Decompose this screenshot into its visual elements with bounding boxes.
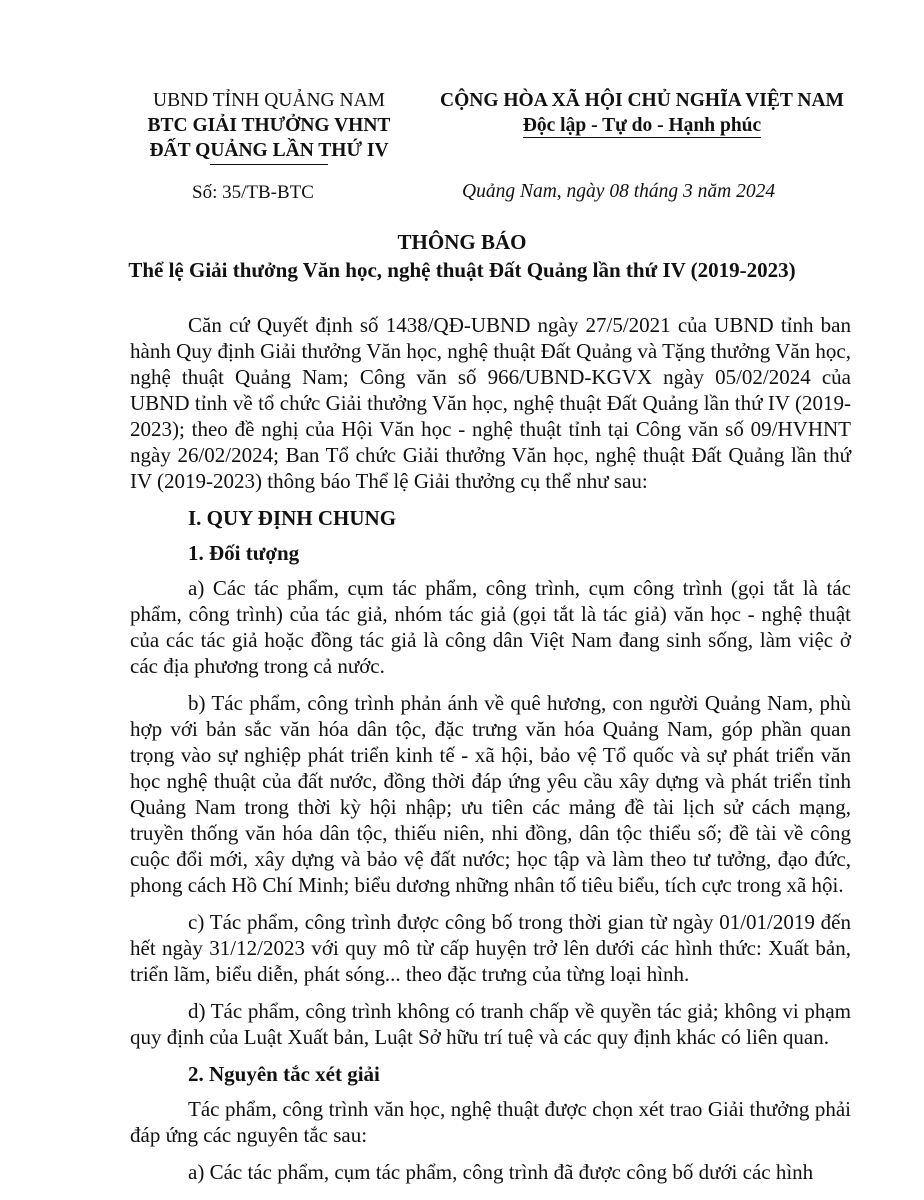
national-motto: Độc lập - Tự do - Hạnh phúc bbox=[522, 115, 762, 136]
org-line-3: ĐẤT QUẢNG LẦN THỨ IV bbox=[149, 140, 389, 161]
intro-paragraph: Căn cứ Quyết định số 1438/QĐ-UBND ngày 27/5/2021 của UBND tỉnh ban hành Quy định Giải thưởng Văn học, nghệ thuật Đất Quảng và Tặng thưởng Văn học, nghệ thuật Quảng Nam; Công văn số 966/UBND-KGVX ngày 05/02/2024 của UBND tỉnh về tổ chức Giải thưởng Văn học, nghệ thuật Đất Quảng lần thứ IV (2019-2023); theo đề nghị của Hội Văn học - nghệ thuật tỉnh tại Công văn số 09/HVHNT ngày 26/02/2024; Ban Tổ chức Giải thưởng Văn học, nghệ thuật Đất Quảng lần thứ IV (2019-2023) thông báo Thể lệ Giải thưởng cụ thể như sau: bbox=[130, 313, 851, 493]
document-title bbox=[0, 228, 924, 284]
place-and-date: Quảng Nam, ngày 08 tháng 3 năm 2024 bbox=[462, 181, 776, 202]
title-main: THÔNG BÁO bbox=[397, 230, 527, 254]
principles-intro: Tác phẩm, công trình văn học, nghệ thuật được chọn xét trao Giải thưởng phải đáp ứng các nguyên tắc sau: bbox=[130, 1097, 851, 1147]
paragraph-b: b) Tác phẩm, công trình phản ánh về quê hương, con người Quảng Nam, phù hợp với bản sắc văn hóa dân tộc, đặc trưng văn hóa Quảng Nam, góp phần quan trọng vào sự nghiệp phát triển kinh tế - xã hội, bảo vệ Tổ quốc và sự phát triển văn học nghệ thuật của đất nước, đồng thời đáp ứng yêu cầu xây dựng và phát triển tỉnh Quảng Nam trong thời kỳ hội nhập; ưu tiên các mảng đề tài lịch sử cách mạng, truyền thống văn hóa dân tộc, thiếu niên, nhi đồng, dân tộc thiểu số; đề tài về công cuộc đổi mới, xây dựng và bảo vệ đất nước; học tập và làm theo tư tưởng, đạo đức, phong cách Hồ Chí Minh; biểu dương những nhân tố tiêu biểu, tích cực trong xã hội. bbox=[130, 691, 851, 897]
subheading-principles: 2. Nguyên tắc xét giải bbox=[188, 1062, 380, 1086]
subheading-subjects: 1. Đối tượng bbox=[188, 541, 300, 565]
national-heading bbox=[412, 88, 872, 138]
title-subtitle: Thể lệ Giải thưởng Văn học, nghệ thuật Đất Quảng lần thứ IV (2019-2023) bbox=[128, 258, 796, 282]
org-line-2: BTC GIẢI THƯỞNG VHNT bbox=[147, 115, 391, 136]
section-heading-general: I. QUY ĐỊNH CHUNG bbox=[188, 506, 397, 530]
org-underline bbox=[210, 164, 328, 165]
paragraph-c: c) Tác phẩm, công trình được công bố trong thời gian từ ngày 01/01/2019 đến hết ngày 31/12/2023 với quy mô từ cấp huyện trở lên dưới các hình thức: Xuất bản, triển lãm, biểu diễn, phát sóng... theo đặc trưng của từng loại hình. bbox=[130, 910, 851, 986]
nation-name: CỘNG HÒA XÃ HỘI CHỦ NGHĨA VIỆT NAM bbox=[440, 90, 844, 111]
document-number: Số: 35/TB-BTC bbox=[192, 182, 314, 203]
org-line-1: UBND TỈNH QUẢNG NAM bbox=[152, 90, 385, 111]
document-body bbox=[130, 312, 851, 1185]
paragraph-d: d) Tác phẩm, công trình không có tranh chấp về quyền tác giả; không vi phạm quy định của Luật Xuất bản, Luật Sở hữu trí tuệ và các quy định khác có liên quan. bbox=[130, 999, 851, 1049]
paragraph-a: a) Các tác phẩm, cụm tác phẩm, công trình, cụm công trình (gọi tắt là tác phẩm, công trình) của tác giả, nhóm tác giả (gọi tắt là tác giả) văn học - nghệ thuật của các tác giả hoặc đồng tác giả là công dân Việt Nam đang sinh sống, làm việc ở các địa phương trong cả nước. bbox=[130, 576, 851, 678]
principles-paragraph-a: a) Các tác phẩm, cụm tác phẩm, công trình đã được công bố dưới các hình bbox=[188, 1160, 814, 1184]
issuing-organization bbox=[128, 88, 410, 165]
